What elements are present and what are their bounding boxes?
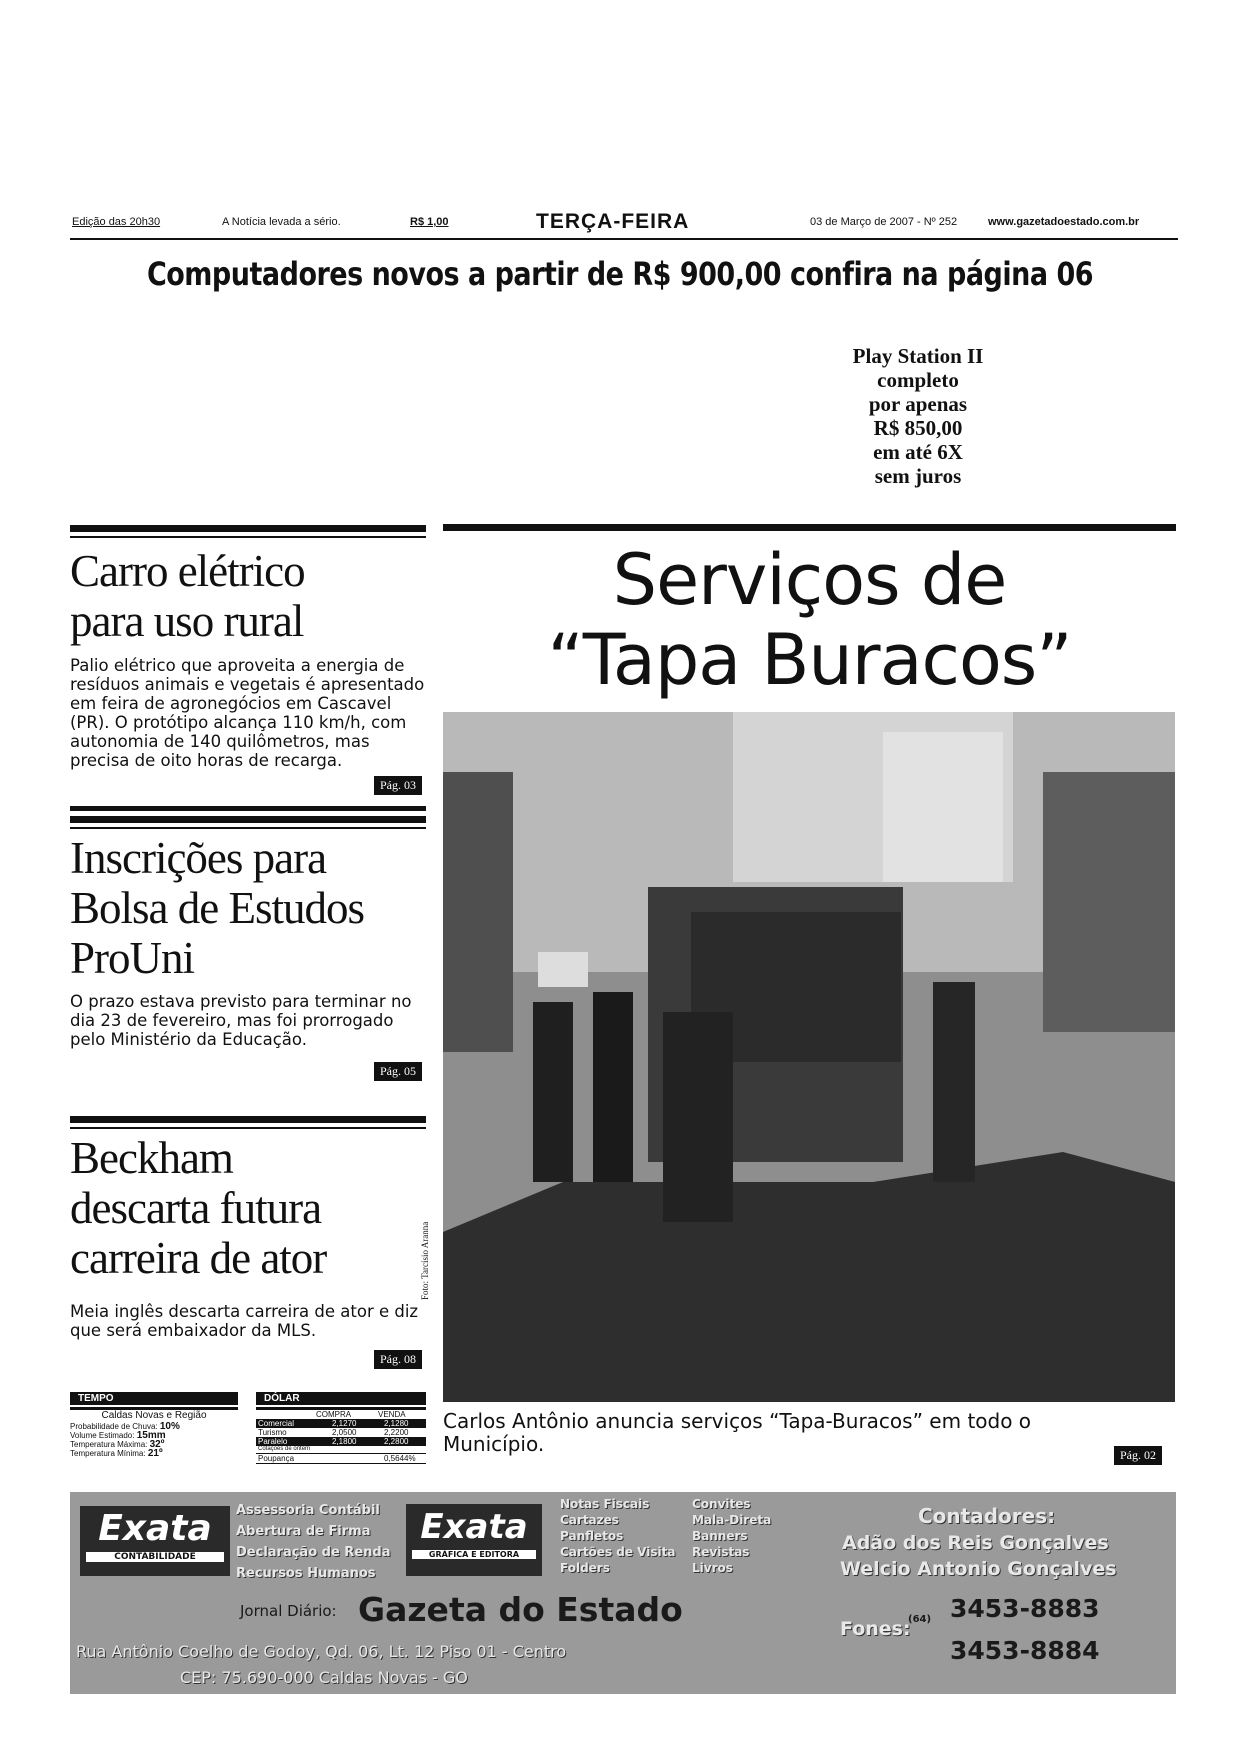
service-item: Folders — [560, 1561, 610, 1575]
logo-subtitle: CONTABILIDADE — [86, 1552, 224, 1562]
asphalt-pile — [443, 1152, 1175, 1402]
page-reference: Pág. 08 — [374, 1350, 422, 1369]
service-item: Cartazes — [560, 1513, 619, 1527]
print-services — [692, 1496, 771, 1576]
fones-label: Fones: — [840, 1618, 911, 1640]
weather-title: TEMPO — [70, 1392, 238, 1405]
dollar-row-buy: 2,1800 — [332, 1437, 357, 1446]
story-headline: Carro elétrico para uso rural — [70, 546, 305, 646]
dollar-savings-row — [256, 1453, 426, 1464]
dollar-row — [256, 1437, 426, 1446]
service-item: Notas Fiscais — [560, 1497, 650, 1511]
contador-name: Welcio Antonio Gonçalves — [840, 1558, 1117, 1580]
service-item: Banners — [692, 1529, 748, 1543]
dollar-row-sell: 2,1280 — [384, 1419, 409, 1428]
service-item: Abertura de Firma — [236, 1524, 371, 1539]
exata-logo — [406, 1504, 542, 1576]
story-body: Meia inglês descarta carreira de ator e diz que será embaixador da MLS. — [70, 1302, 419, 1340]
main-headline: Serviços de “Tapa Buracos” — [547, 539, 1072, 701]
dollar-row — [256, 1428, 426, 1437]
dollar-title: DÓLAR — [256, 1392, 426, 1405]
main-story-rule — [443, 524, 1176, 531]
dollar-row-buy: 2,0500 — [332, 1428, 357, 1437]
jornal-label: Jornal Diário: — [240, 1602, 337, 1620]
story-rule — [70, 1116, 426, 1123]
worker — [663, 1012, 733, 1222]
story-headline: Beckham descarta futura carreira de ator — [70, 1133, 327, 1283]
service-item: Declaração de Renda — [236, 1545, 391, 1560]
dollar-row-sell: 2,2800 — [384, 1437, 409, 1446]
playstation-ad: Play Station II completo por apenas R$ 850,00 em até 6X sem juros — [852, 344, 984, 488]
photo-credit: Foto: Tarcísio Aranna — [420, 1221, 430, 1300]
weather-label: Temperatura Máxima: — [70, 1440, 148, 1449]
page-reference: Pág. 05 — [374, 1062, 422, 1081]
contador-name: Adão dos Reis Gonçalves — [842, 1532, 1109, 1554]
weather-label: Probabilidade de Chuva: — [70, 1422, 158, 1431]
price: R$ 1,00 — [410, 216, 449, 228]
service-item: Panfletos — [560, 1529, 624, 1543]
weather-region: Caldas Novas e Região — [101, 1410, 207, 1421]
car — [538, 952, 588, 987]
dollar-row-label: Comercial — [258, 1419, 295, 1428]
print-services — [560, 1496, 675, 1576]
website[interactable]: www.gazetadoestado.com.br — [988, 216, 1140, 228]
tree — [443, 772, 513, 1052]
page-reference: Pág. 02 — [1114, 1446, 1162, 1465]
phone-number[interactable]: 3453-8883 — [950, 1594, 1100, 1623]
story-body: O prazo estava previsto para terminar no dia 23 de fevereiro, mas foi prorrogado pelo Ministério da Educação. — [70, 992, 412, 1049]
phone-ddd: (64) — [908, 1614, 932, 1625]
ad-address: Rua Antônio Coelho de Godoy, Qd. 06, Lt. 12 Piso 01 - Centro — [76, 1642, 567, 1661]
weather-label: Temperatura Mínima: — [70, 1449, 146, 1458]
weekday: TERÇA-FEIRA — [536, 210, 690, 233]
dollar-row-buy: 2,1270 — [332, 1419, 357, 1428]
dollar-row-sell: 2,2200 — [384, 1428, 409, 1437]
service-item: Livros — [692, 1561, 733, 1575]
service-item: Convites — [692, 1497, 751, 1511]
story-rule — [70, 536, 426, 538]
logo-text: Exata — [420, 1507, 528, 1547]
story-headline: Inscrições para Bolsa de Estudos ProUni — [70, 833, 364, 983]
dollar-col-buy: COMPRA — [316, 1410, 352, 1419]
tree — [1043, 772, 1175, 1032]
edition-label: Edição das 20h30 — [72, 216, 161, 228]
road-repair-photo — [443, 712, 1175, 1402]
logo-subtitle: GRÁFICA E EDITORA — [412, 1550, 536, 1559]
weather-value: 10% — [159, 1421, 180, 1432]
weather-row — [70, 1449, 238, 1458]
story-rule — [70, 827, 426, 829]
dollar-header-row — [256, 1410, 426, 1419]
weather-label: Volume Estimado: — [70, 1431, 135, 1440]
service-item: Cartões de Visita — [560, 1545, 676, 1559]
motto: A Notícia levada a sério. — [222, 216, 341, 228]
contadores-label: Contadores: — [918, 1504, 1056, 1528]
main-photo — [443, 712, 1175, 1402]
weather-box — [70, 1392, 238, 1464]
weather-value: 32º — [149, 1439, 165, 1450]
service-item: Mala-Direta — [692, 1513, 772, 1527]
masthead — [70, 212, 1178, 240]
dollar-row-label: Turismo — [258, 1428, 287, 1437]
savings-value: 0,5644% — [384, 1454, 416, 1463]
story-rule — [70, 806, 426, 811]
jornal-name: Gazeta do Estado — [358, 1590, 683, 1629]
accounting-services — [236, 1500, 390, 1584]
photo-caption: Carlos Antônio anuncia serviços “Tapa-Buracos” em todo o Município. — [443, 1409, 1032, 1456]
exata-advertisement — [70, 1492, 1176, 1694]
service-item: Revistas — [692, 1545, 750, 1559]
dollar-note: Cotações de ontem — [258, 1446, 311, 1452]
exata-logo — [80, 1506, 230, 1576]
story-rule — [70, 816, 426, 823]
worker — [533, 1002, 573, 1182]
dollar-box — [256, 1392, 426, 1464]
savings-label: Poupança — [258, 1454, 295, 1463]
dollar-col-sell: VENDA — [378, 1410, 406, 1419]
page-reference: Pág. 03 — [374, 776, 422, 795]
story-rule — [70, 525, 426, 532]
ad-address: CEP: 75.690-000 Caldas Novas - GO — [180, 1668, 468, 1687]
service-item: Assessoria Contábil — [236, 1503, 380, 1518]
building — [883, 732, 1003, 882]
dollar-row — [256, 1419, 426, 1428]
phone-number[interactable]: 3453-8884 — [950, 1636, 1100, 1665]
logo-text: Exata — [98, 1508, 212, 1549]
weather-value: 15mm — [136, 1430, 166, 1441]
date-issue: 03 de Março de 2007 - Nº 252 — [810, 216, 958, 228]
story-body: Palio elétrico que aproveita a energia de resíduos animais e vegetais é apresentado em feira de agronegócios em Cascavel (PR). O protótipo alcança 110 km/h, com autonomia de 140 quilômetros, mas precisa de oito horas de recarga. — [70, 656, 425, 770]
worker — [593, 992, 633, 1182]
service-item: Recursos Humanos — [236, 1566, 376, 1581]
weather-value: 21º — [147, 1448, 163, 1459]
story-rule — [70, 1127, 426, 1129]
dollar-row-label: Paralelo — [258, 1437, 288, 1446]
worker — [933, 982, 975, 1182]
promo-banner: Computadores novos a partir de R$ 900,00 confira na página 06 — [146, 256, 1094, 294]
